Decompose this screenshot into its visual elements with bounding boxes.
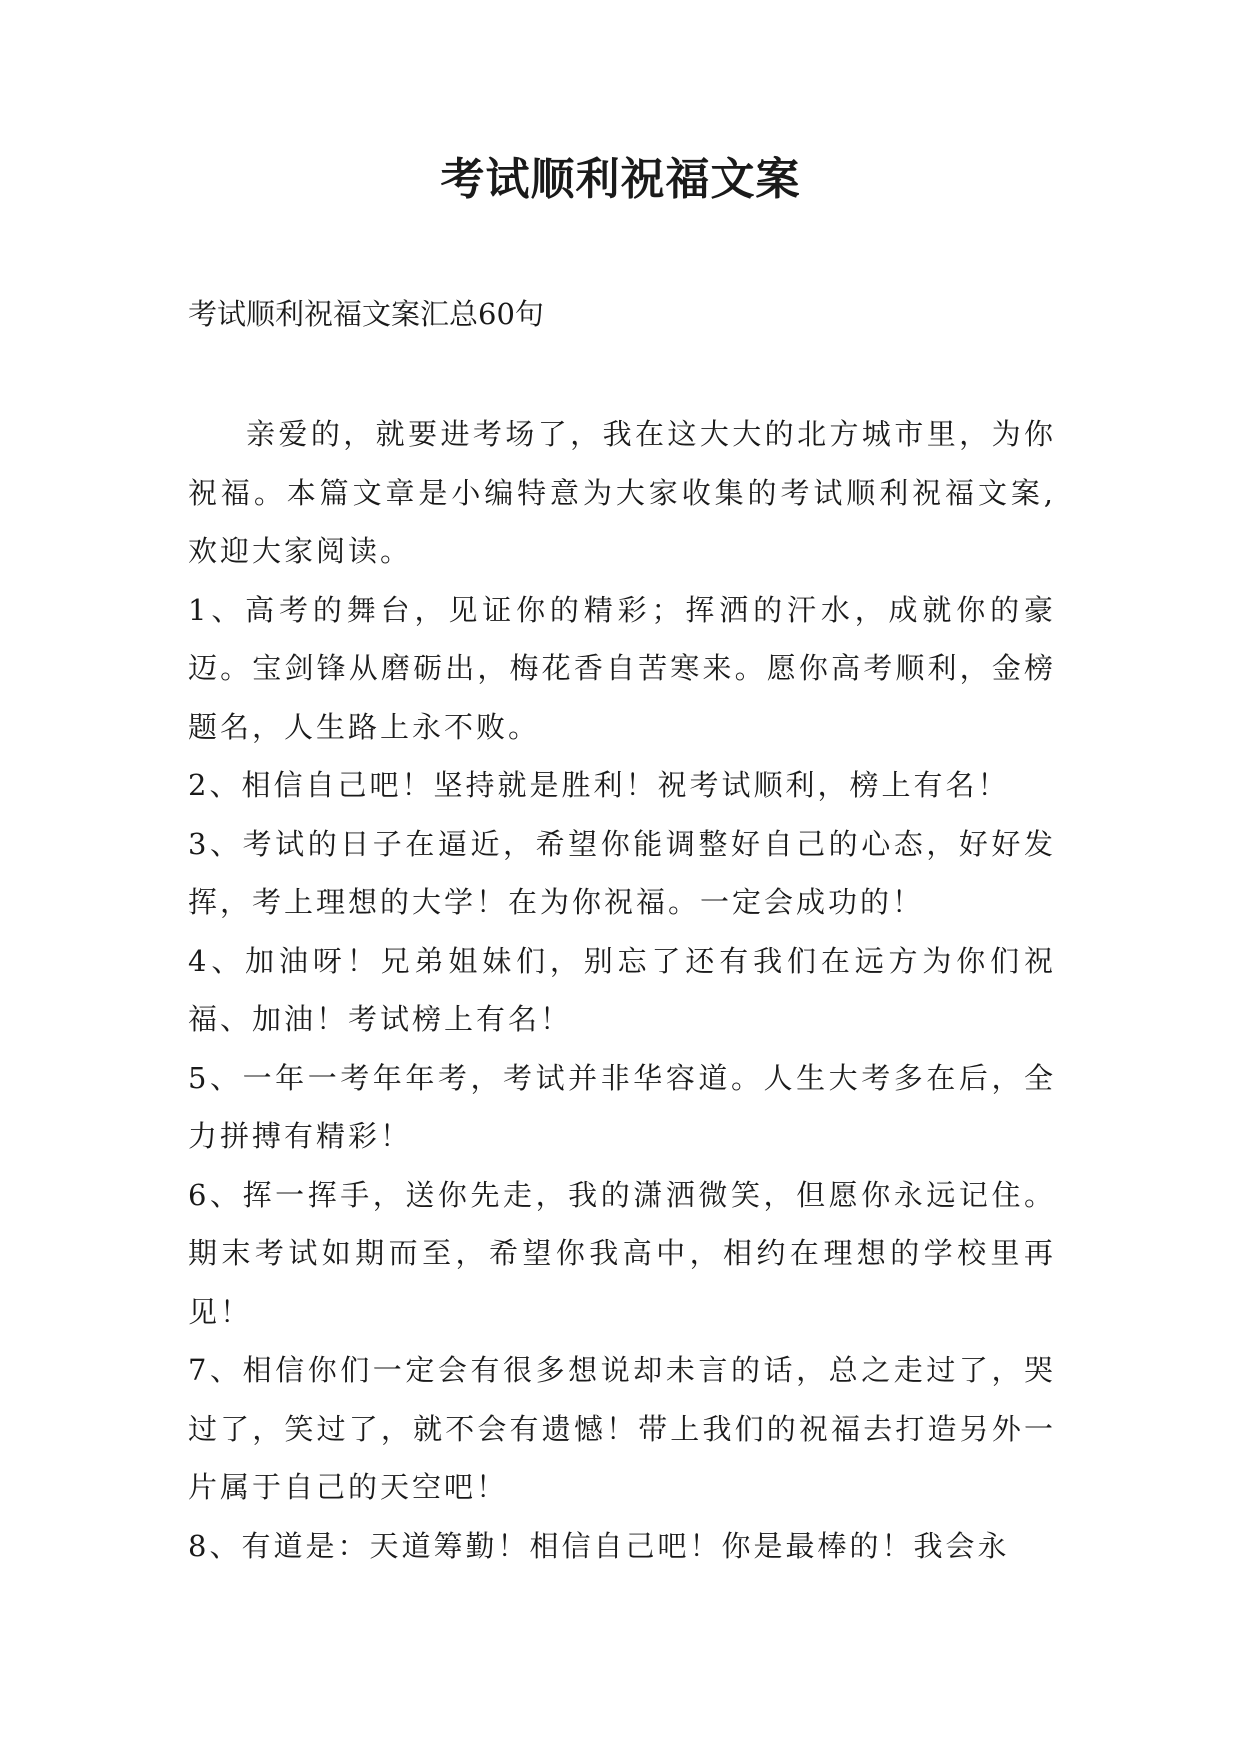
list-item: 3、考试的日子在逼近，希望你能调整好自己的心态，好好发挥，考上理想的大学！在为你祝福。一定会成功的！ bbox=[188, 826, 1056, 919]
list-item: 7、相信你们一定会有很多想说却未言的话，总之走过了，哭过了，笑过了，就不会有遗憾！带上我们的祝福去打造另外一片属于自己的天空吧！ bbox=[188, 1353, 1056, 1504]
intro-paragraph: 亲爱的，就要进考场了，我在这大大的北方城市里，为你祝福。本篇文章是小编特意为大家收集的考试顺利祝福文案,欢迎大家阅读。 bbox=[188, 417, 1056, 568]
document-body bbox=[188, 405, 1056, 1575]
list-item: 4、加油呀！兄弟姐妹们，别忘了还有我们在远方为你们祝福、加油！考试榜上有名！ bbox=[188, 943, 1056, 1036]
document-subtitle: 考试顺利祝福文案汇总60句 bbox=[188, 297, 544, 331]
list-item: 8、有道是：天道筹勤！相信自己吧！你是最棒的！我会永 bbox=[188, 1528, 1010, 1563]
list-item: 1、高考的舞台，见证你的精彩；挥洒的汗水，成就你的豪迈。宝剑锋从磨砺出，梅花香自苦寒来。愿你高考顺利，金榜题名，人生路上永不败。 bbox=[188, 592, 1056, 744]
list-item: 5、一年一考年年考，考试并非华容道。人生大考多在后，全力拼搏有精彩！ bbox=[188, 1060, 1056, 1153]
list-item: 6、挥一挥手，送你先走，我的潇洒微笑，但愿你永远记住。期末考试如期而至，希望你我高中，相约在理想的学校里再见！ bbox=[188, 1177, 1056, 1329]
document-title: 考试顺利祝福文案 bbox=[440, 154, 801, 205]
list-item: 2、相信自己吧！坚持就是胜利！祝考试顺利，榜上有名！ bbox=[188, 768, 1010, 802]
